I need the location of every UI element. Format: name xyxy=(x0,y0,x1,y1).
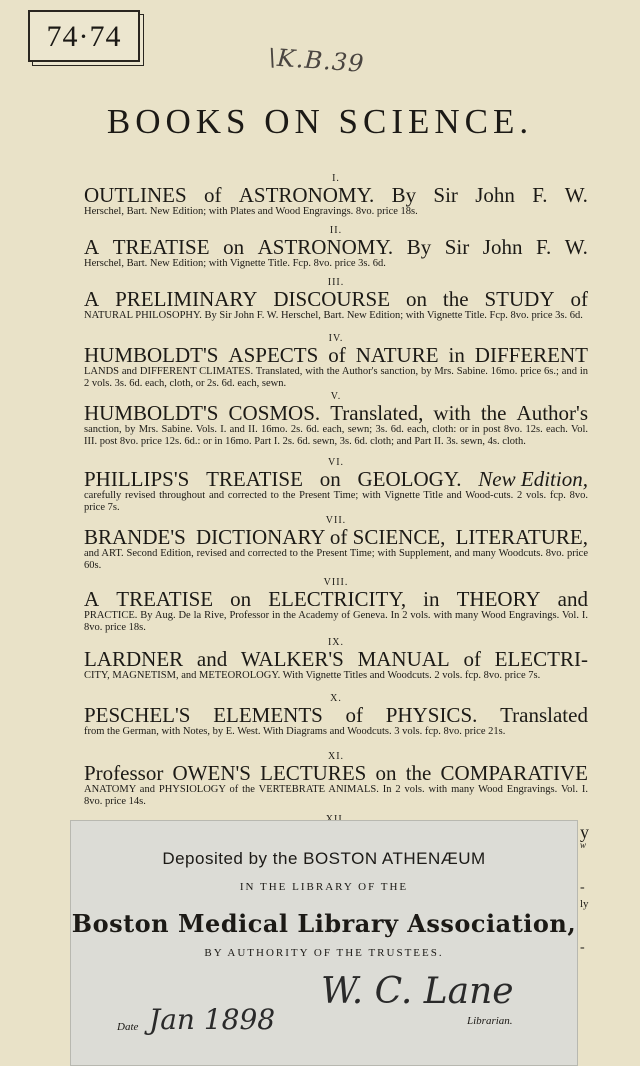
entry-numeral: VI. xyxy=(327,457,345,468)
heading-word: ASTRONOMY. xyxy=(257,235,394,259)
heading-word: on xyxy=(223,235,245,259)
heading-word: LARDNER xyxy=(84,647,184,671)
heading-word: LITERATURE, xyxy=(455,525,588,549)
shelf-label xyxy=(28,10,140,62)
book-entry xyxy=(84,457,588,514)
heading-word: A xyxy=(84,587,100,611)
heading-word: DIFFERENT xyxy=(474,343,588,367)
heading-word: HUMBOLDT'S xyxy=(84,343,219,367)
entry-numeral: IV. xyxy=(328,333,344,344)
heading-word: of xyxy=(328,343,346,367)
library-deposit-stamp xyxy=(70,820,578,1066)
heading-word: F. xyxy=(532,183,548,207)
entry-numeral: VIII. xyxy=(323,577,349,588)
heading-word: ELECTRI- xyxy=(494,647,588,671)
entry-heading xyxy=(84,588,588,610)
entry-description: Herschel, Bart. New Edition; with Plates and Wood Engravings. 8vo. price 18s. xyxy=(84,206,418,217)
entry-description: and ART. Second Edition, revised and corrected to the Present Time; with Supplement, and many Woodcuts. 8vo. price 60s. xyxy=(84,548,588,571)
book-entry xyxy=(84,751,588,808)
deposited-by-line: Deposited by the BOSTON ATHENÆUM xyxy=(162,849,486,868)
book-entry xyxy=(84,577,588,634)
heading-word: MANUAL xyxy=(357,647,450,671)
margin-fragment: - xyxy=(580,940,585,955)
book-entry xyxy=(84,333,588,390)
entry-numeral: II. xyxy=(329,225,343,236)
librarian-signature: W. C. Lane xyxy=(321,971,514,1012)
entry-description: Herschel, Bart. New Edition; with Vignette Title. Fcp. 8vo. price 3s. 6d. xyxy=(84,258,386,269)
heading-word: THEORY xyxy=(456,587,541,611)
heading-word: and xyxy=(557,587,588,611)
heading-word: John xyxy=(482,235,523,259)
heading-word: TREATISE xyxy=(112,235,210,259)
entry-numeral: XI. xyxy=(327,751,345,762)
heading-word: A xyxy=(84,287,100,311)
entry-heading xyxy=(84,468,588,490)
heading-word: A xyxy=(84,235,100,259)
heading-word: COMPARATIVE xyxy=(440,761,588,785)
entry-numeral: I. xyxy=(332,173,340,184)
date-label: Date xyxy=(117,1021,139,1033)
entry-heading xyxy=(84,402,588,424)
heading-word: with xyxy=(433,401,471,425)
book-entry xyxy=(84,173,588,218)
book-entry xyxy=(84,693,588,738)
entry-description: sanction, by Mrs. Sabine. Vols. I. and II. 16mo. 2s. 6d. each, sewn; 3s. 6d. each, cloth: or in post 8vo. 12s. each. Vol. III. post 8vo. price 12s. 6d.: or in 16mo. Part I. 2s. 6d. sewn, 3s. 6d. cloth; and Part II. 3s. sewn, 4s. cloth. xyxy=(84,424,588,447)
heading-word: LECTURES xyxy=(260,761,367,785)
association-name: Boston Medical Library Association, xyxy=(71,909,577,938)
book-entry xyxy=(84,637,588,682)
heading-word: ASTRONOMY. xyxy=(238,183,375,207)
margin-fragment: y xyxy=(580,822,589,842)
heading-word: PRELIMINARY xyxy=(115,287,258,311)
heading-word: WALKER'S xyxy=(240,647,344,671)
book-entry xyxy=(84,225,588,270)
heading-word: on xyxy=(319,467,341,491)
book-entry xyxy=(84,277,588,322)
entry-heading xyxy=(84,184,588,206)
heading-word: TREATISE xyxy=(116,587,214,611)
heading-word: Sir xyxy=(433,183,458,207)
heading-word: the xyxy=(480,401,507,425)
heading-word: John xyxy=(475,183,515,207)
heading-word: TREATISE xyxy=(206,467,303,491)
heading-word: COSMOS. xyxy=(228,401,321,425)
authority-line: BY AUTHORITY OF THE TRUSTEES. xyxy=(204,947,444,959)
heading-word: STUDY xyxy=(484,287,555,311)
heading-word: on xyxy=(406,287,427,311)
heading-word: in xyxy=(448,343,465,367)
entry-heading xyxy=(84,526,588,548)
heading-word: OWEN'S xyxy=(172,761,251,785)
heading-word: OUTLINES xyxy=(84,183,187,207)
heading-word: of xyxy=(570,287,588,311)
heading-word: PHYSICS. xyxy=(385,703,478,727)
entry-description: ANATOMY and PHYSIOLOGY of the VERTEBRATE ANIMALS. In 2 vols. with many Wood Engravings. Vol. I. 8vo. price 14s. xyxy=(84,784,588,807)
entry-numeral: III. xyxy=(327,277,345,288)
heading-word: Sir xyxy=(444,235,470,259)
heading-word: GEOLOGY. xyxy=(357,467,462,491)
entry-numeral: X. xyxy=(330,693,342,704)
entry-heading xyxy=(84,648,588,670)
heading-word: HUMBOLDT'S xyxy=(84,401,219,425)
entry-description: CITY, MAGNETISM, and METEOROLOGY. With Vignette Titles and Woodcuts. 2 vols. fcp. 8vo. price 7s. xyxy=(84,670,541,681)
heading-word: BRANDE'S xyxy=(84,525,186,549)
heading-word: By xyxy=(406,235,432,259)
heading-word: of xyxy=(463,647,481,671)
heading-word: Author's xyxy=(516,401,588,425)
heading-word: W. xyxy=(564,183,588,207)
heading-word: ELECTRICITY, xyxy=(268,587,407,611)
heading-word: DISCOURSE xyxy=(273,287,391,311)
entry-heading xyxy=(84,762,588,784)
heading-word: ASPECTS xyxy=(228,343,319,367)
shelf-number: 74·74 xyxy=(46,20,122,53)
heading-word: F. xyxy=(536,235,552,259)
entry-numeral: VII. xyxy=(325,515,347,526)
margin-fragment: w xyxy=(580,840,587,850)
heading-word: the xyxy=(442,287,469,311)
entry-description: LANDS and DIFFERENT CLIMATES. Translated, with the Author's sanction, by Mrs. Sabine. 16mo. price 6s.; and in 2 vols. 3s. 6d. each, cloth, or 2s. 6d. each, sewn. xyxy=(84,366,588,389)
librarian-label: Librarian. xyxy=(467,1015,513,1027)
heading-word: W. xyxy=(564,235,588,259)
in-library-line: IN THE LIBRARY OF THE xyxy=(239,881,409,893)
book-entry xyxy=(84,391,588,448)
book-entry xyxy=(84,515,588,572)
heading-word: of xyxy=(345,703,364,727)
heading-word: PHILLIPS'S xyxy=(84,467,190,491)
entry-description: PRACTICE. By Aug. De la Rive, Professor in the Academy of Geneva. In 2 vols. with many Wood Engravings. Vol. I. 8vo. price 18s. xyxy=(84,610,588,633)
heading-word: and xyxy=(196,647,228,671)
handwritten-date: Jan 1898 xyxy=(149,1003,276,1036)
margin-fragment: ly xyxy=(580,898,589,910)
handwritten-call-number: \K.B.39 xyxy=(267,43,366,78)
heading-word: of xyxy=(203,183,222,207)
margin-fragment: - xyxy=(580,880,585,895)
entry-heading xyxy=(84,344,588,366)
heading-word: Professor xyxy=(84,761,164,785)
entry-description: NATURAL PHILOSOPHY. By Sir John F. W. Herschel, Bart. New Edition; with Vignette Title. Fcp. 8vo. price 3s. 6d. xyxy=(84,310,583,321)
heading-word: on xyxy=(375,761,397,785)
heading-word: on xyxy=(230,587,252,611)
entry-description: from the German, with Notes, by E. West. With Diagrams and Woodcuts. 3 vols. fcp. 8vo. price 21s. xyxy=(84,726,506,737)
entry-numeral: V. xyxy=(330,391,342,402)
heading-word: Translated xyxy=(500,703,588,727)
heading-word: DICTIONARY of SCIENCE, xyxy=(195,525,446,549)
entry-heading xyxy=(84,236,588,258)
heading-word: By xyxy=(391,183,417,207)
heading-word: NATURE xyxy=(355,343,439,367)
heading-word: in xyxy=(423,587,440,611)
entry-heading xyxy=(84,704,588,726)
heading-word: PESCHEL'S xyxy=(84,703,191,727)
heading-word: New Edition, xyxy=(478,467,588,491)
page-title: BOOKS ON SCIENCE. xyxy=(106,102,534,141)
heading-word: the xyxy=(405,761,432,785)
heading-word: ELEMENTS xyxy=(213,703,323,727)
entry-heading xyxy=(84,288,588,310)
heading-word: Translated, xyxy=(330,401,424,425)
entry-description: carefully revised throughout and corrected to the Present Time; with Vignette Title and Wood-cuts. 2 vols. fcp. 8vo. price 7s. xyxy=(84,490,588,513)
entry-numeral: IX. xyxy=(327,637,345,648)
